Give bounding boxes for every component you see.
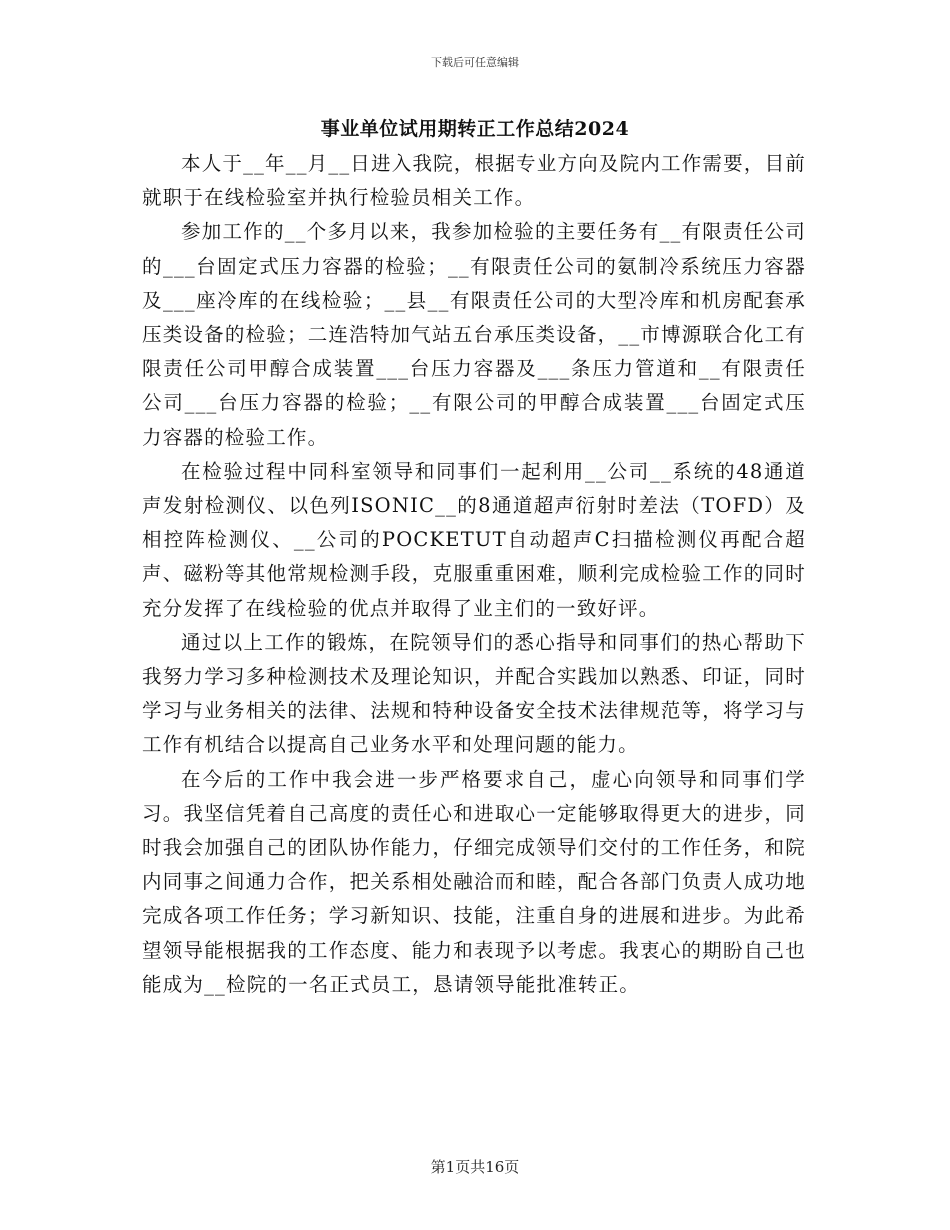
paragraph: 在检验过程中同科室领导和同事们一起利用__公司__系统的48通道声发射检测仪、以色列ISONIC__的8通道超声衍射时差法（TOFD）及相控阵检测仪、__公司的POCKETUT自动超声C扫描检测仪再配合超声、磁粉等其他常规检测手段，克服重重困难，顺利完成检验工作的同时充分发挥了在线检验的优点并取得了业主们的一致好评。 — [142, 459, 806, 620]
paragraph: 通过以上工作的锻炼，在院领导们的悉心指导和同事们的热心帮助下我努力学习多种检测技术及理论知识，并配合实践加以熟悉、印证，同时学习与业务相关的法律、法规和特种设备安全技术法律规范等，将学习与工作有机结合以提高自己业务水平和处理问题的能力。 — [142, 630, 806, 757]
paragraph: 本人于__年__月__日进入我院，根据专业方向及院内工作需要，目前就职于在线检验室并执行检验员相关工作。 — [142, 152, 806, 210]
paragraph: 在今后的工作中我会进一步严格要求自己，虚心向领导和同事们学习。我坚信凭着自己高度的责任心和进取心一定能够取得更大的进步，同时我会加强自己的团队协作能力，仔细完成领导们交付的工作任务，和院内同事之间通力合作，把关系相处融洽而和睦，配合各部门负责人成功地完成各项工作任务；学习新知识、技能，注重自身的进展和进步。为此希望领导能根据我的工作态度、能力和表现予以考虑。我衷心的期盼自己也能成为__检院的一名正式员工，恳请领导能批准转正。 — [142, 767, 806, 996]
page-number: 第1页共16页 — [430, 1158, 520, 1176]
header-note: 下载后可任意编辑 — [431, 56, 519, 69]
document-title: 事业单位试用期转正工作总结2024 — [320, 118, 630, 140]
document-body — [142, 147, 806, 1002]
paragraph: 参加工作的__个多月以来，我参加检验的主要任务有__有限责任公司的___台固定式压力容器的检验；__有限责任公司的氨制冷系统压力容器及___座冷库的在线检验；__县__有限责任公司的大型冷库和机房配套承压类设备的检验；二连浩特加气站五台承压类设备，__市博源联合化工有限责任公司甲醇合成装置___台压力容器及___条压力管道和__有限责任公司___台压力容器的检验；__有限公司的甲醇合成装置___台固定式压力容器的检验工作。 — [142, 220, 806, 449]
